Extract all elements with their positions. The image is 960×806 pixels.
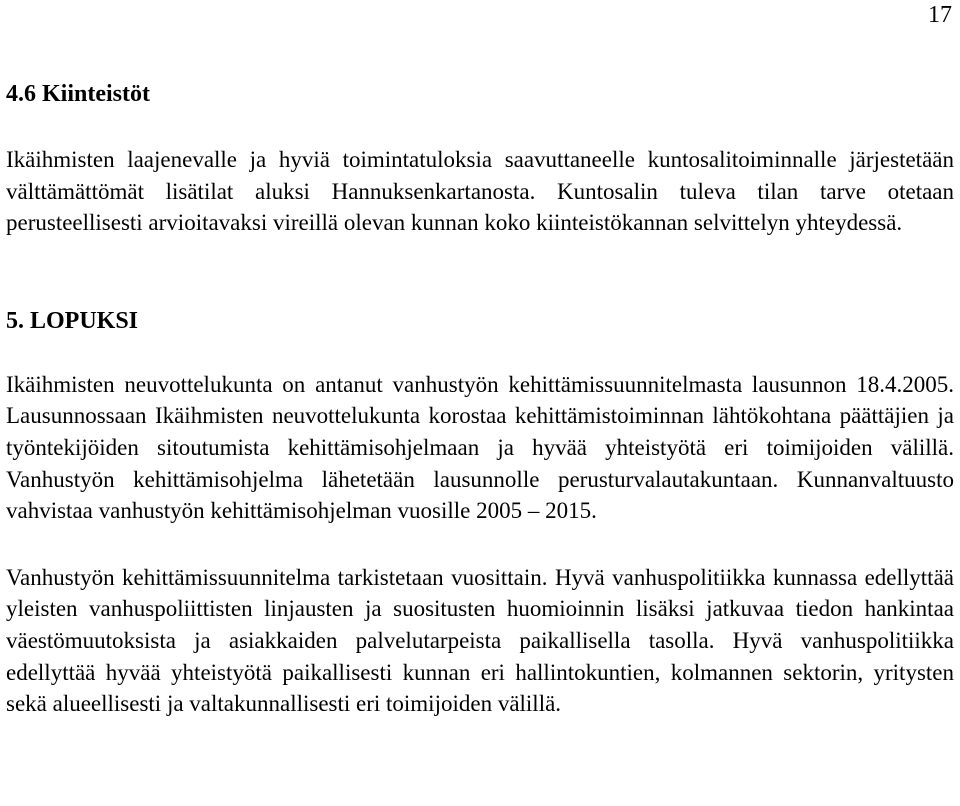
spacer [6, 110, 954, 144]
spacer [6, 527, 954, 562]
section-heading-lopuksi: 5. LOPUKSI [6, 307, 139, 334]
paragraph-kiinteistot: Ikäihmisten laajenevalle ja hyviä toimintatuloksia saavuttaneelle kuntosalitoiminnalle järjestetään välttämättömät lisätilat aluksi Hannuksenkartanosta. Kuntosalin tuleva tilan tarve otetaan perusteellisesti arvioitavaksi vireillä olevan kunnan koko kiinteistökannan selvittelyn yhteydessä. [6, 147, 954, 236]
section-heading-kiinteistot: 4.6 Kiinteistöt [6, 81, 150, 107]
paragraph-lopuksi-2: Vanhustyön kehittämissuunnitelma tarkistetaan vuosittain. Hyvä vanhuspolitiikka kunnassa edellyttää yleisten vanhuspoliittisten linjausten ja suositusten huomioinnin lisäksi jatkuvaa tiedon hankintaa väestömuutoksista ja asiakkaiden palvelutarpeista paikallisella tasolla. Hyvä vanhuspolitiikka edellyttää hyvää yhteistyötä paikallisesti kunnan eri hallintokuntien, kolmannen sektorin, yritysten sekä alueellisesti ja valtakunnallisesti eri toimijoiden välillä. [6, 564, 954, 717]
paragraph-lopuksi-1: Ikäihmisten neuvottelukunta on antanut vanhustyön kehittämissuunnitelmasta lausunnon 18.4.2005. Lausunnossaan Ikäihmisten neuvottelukunta korostaa kehittämistoiminnan lähtökohtana päättäjien ja työntekijöiden sitoutumista kehittämisohjelmaan ja hyvää yhteistyötä eri toimijoiden välillä. Vanhustyön kehittämisohjelma lähetetään lausunnolle perusturvalautakuntaan. Kunnanvaltuusto vahvistaa vanhustyön kehittämisohjelman vuosille 2005 – 2015. [6, 371, 954, 524]
document-body [6, 78, 954, 720]
page-number: 17 [928, 2, 952, 28]
spacer [6, 239, 954, 305]
spacer [6, 337, 954, 369]
